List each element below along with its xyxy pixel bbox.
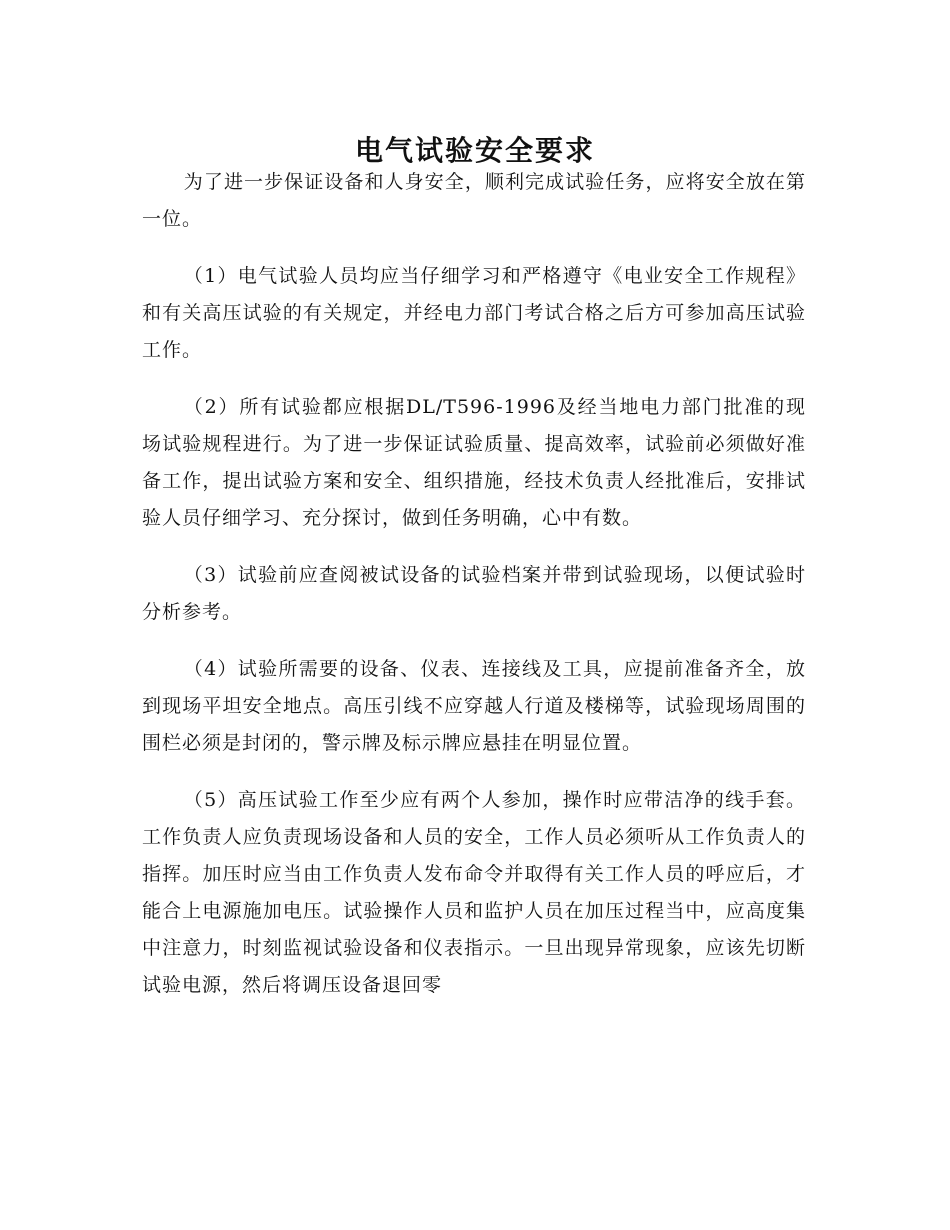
- intro-paragraph: 为了进一步保证设备和人身安全，顺利完成试验任务，应将安全放在第一位。: [142, 171, 806, 230]
- page-title: 电气试验安全要求: [354, 133, 595, 167]
- rule-5-paragraph: （5）高压试验工作至少应有两个人参加，操作时应带洁净的线手套。工作负责人应负责现场设备和人员的安全，工作人员必须听从工作负责人的指挥。加压时应当由工作负责人发布命令并取得有关工作人员的呼应后，才能合上电源施加电压。试验操作人员和监护人员在加压过程当中，应高度集中注意力，时刻监视试验设备和仪表指示。一旦出现异常现象，应该先切断试验电源，然后将调压设备退回零: [142, 789, 806, 996]
- rule-2-paragraph: （2）所有试验都应根据DL/T596-1996及经当地电力部门批准的现场试验规程进行。为了进一步保证试验质量、提高效率，试验前必须做好准备工作，提出试验方案和安全、组织措施，经技术负责人经批准后，安排试验人员仔细学习、充分探讨，做到任务明确，心中有数。: [142, 396, 806, 529]
- document-body: [142, 164, 806, 1024]
- rule-4-paragraph: （4）试验所需要的设备、仪表、连接线及工具，应提前准备齐全，放到现场平坦安全地点。高压引线不应穿越人行道及楼梯等，试验现场周围的围栏必须是封闭的，警示牌及标示牌应悬挂在明显位置。: [142, 658, 806, 754]
- rule-3-paragraph: （3）试验前应查阅被试设备的试验档案并带到试验现场，以便试验时分析参考。: [142, 564, 806, 623]
- rule-1-paragraph: （1）电气试验人员均应当仔细学习和严格遵守《电业安全工作规程》和有关高压试验的有关规定，并经电力部门考试合格之后方可参加高压试验工作。: [142, 265, 806, 361]
